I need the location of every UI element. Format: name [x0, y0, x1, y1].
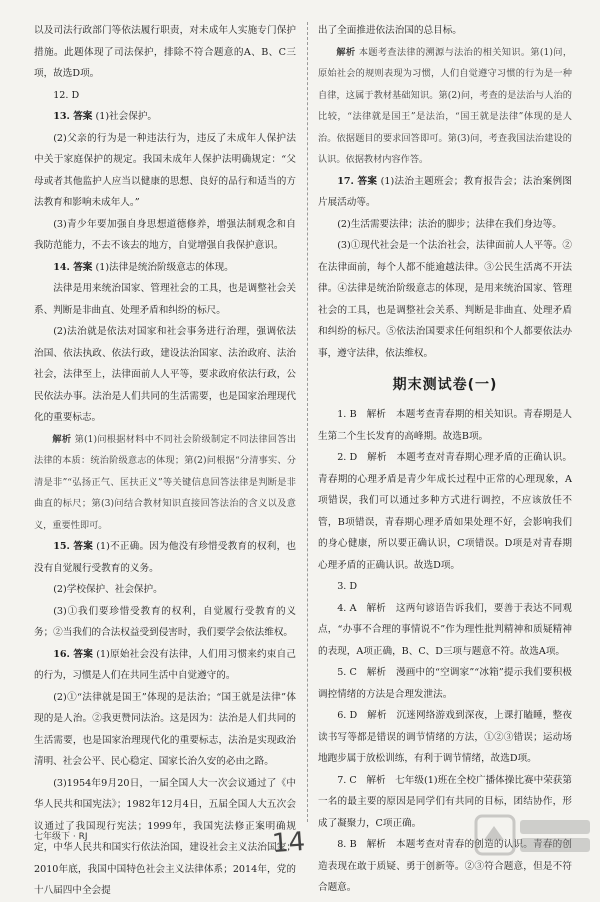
paragraph-text: (1)不正确。因为他没有珍惜受教育的权利，也没有自觉履行受教育的义务。: [34, 541, 296, 574]
paragraph-text: (1)社会保护。: [95, 111, 158, 122]
footer-grade-label: 七年级下 · RJ: [34, 832, 88, 842]
paragraph-text: 8. B 解析 本题考查对青春的创造的认识。青春的创造表现在敢于质疑、勇于创新等。②③符合题意，但是不符合题意。: [318, 839, 572, 893]
paragraph-text: (1)原始社会没有法律，人们用习惯来约束自己的行为，习惯是人们在共同生活中自觉遵守的。: [34, 648, 296, 681]
paragraph-text: 出了全面推进依法治国的总目标。: [318, 25, 462, 36]
answer-paragraph: [318, 171, 572, 214]
answer-label: 解析: [336, 46, 356, 58]
text-paragraph: [318, 705, 572, 770]
text-paragraph: [34, 85, 296, 107]
answer-label: 13. 答案: [53, 111, 93, 122]
text-paragraph: [34, 278, 296, 321]
paragraph-text: 1. B 解析 本题考查青春期的相关知识。青春期是人生第二个生长发育的高峰期。故选B项。: [318, 409, 572, 442]
text-paragraph: [318, 576, 572, 598]
right-column: [318, 20, 572, 899]
answer-label: 16. 答案: [53, 648, 94, 660]
answer-paragraph: [34, 536, 296, 579]
paragraph-text: 本题考查法律的溯源与法治的相关知识。第(1)问，原始社会的规则表现为习惯，人们自觉遵守习惯的行为是一种自律，这属于教材基础知识。第(2)问，考查的是法治与人治的比较，“法律就是国王”是法治，“国王就是法律”体现的是人治。依据题目的要求回答即可。第(3)问，考查我国法治建设的认识。依据教材内容作答。: [318, 46, 573, 165]
answer-paragraph: [34, 644, 296, 687]
text-paragraph: [34, 579, 296, 601]
paragraph-text: 3. D: [337, 581, 358, 592]
column-divider: [307, 22, 308, 822]
text-paragraph: [318, 235, 572, 364]
paragraph-text: 第(1)问根据材料中不同社会阶级制定不同法律回答出法律的本质：统治阶级意志的体现；第(2)问根据“分清事实、分清是非”“弘扬正气、匡扶正义”等关键信息回答法律是判断是非曲直的标尺；第(3)问结合教材知识直接回答法治的含义以及意义，重要性即可。: [34, 433, 297, 531]
paragraph-text: (2)生活需要法律；法治的脚步；法律在我们身边等。: [337, 218, 562, 230]
answer-paragraph: [34, 429, 296, 537]
text-paragraph: [34, 214, 296, 257]
answer-block-continued: [318, 20, 572, 364]
paragraph-text: 7. C 解析 七年级(1)班在全校广播体操比赛中荣获第一名的最主要的原因是同学们有共同的目标，团结协作，形成了凝聚力，C项正确。: [318, 774, 572, 829]
paragraph-text: (1)法治主题班会；教育报告会；法治案例图片展活动等。: [318, 175, 572, 208]
answer-label: 15. 答案: [53, 541, 94, 552]
text-paragraph: [318, 20, 572, 42]
handwritten-page-number: 14: [270, 826, 307, 860]
answer-paragraph: [34, 257, 296, 279]
paragraph-text: 2. D 解析 本题考查对青春期心理矛盾的正确认识。青春期的心理矛盾是青少年成长过程中正常的心理现象，A项错误，我们可以通过多种方式进行调控，不应该放任不管，B项错误，青春期心理矛盾如果处理不好，会影响我们的身心健康，所以要正确认识，C项错误。D项是对青春期心理矛盾的正确认识。故选D项。: [318, 452, 572, 571]
paragraph-text: (2)法治就是依法对国家和社会事务进行治理，强调依法治国、依法执政、依法行政，建设法治国家、法治政府、法治社会，法律至上，法律面前人人平等，要求政府依法行政，公民依法办事。法治是人们共同的生活需要，也是国家治理现代化的重要标志。: [34, 326, 296, 423]
text-paragraph: [34, 20, 296, 85]
paragraph-text: (1)法律是统治阶级意志的体现。: [95, 261, 234, 273]
paragraph-text: (2)父亲的行为是一种违法行为，违反了未成年人保护法中关于家庭保护的规定。我国未成年人保护法明确规定：“父母或者其他监护人应当以健康的思想、良好的品行和适当的方法教育和影响未成年人。”: [34, 132, 296, 208]
text-paragraph: [318, 214, 572, 236]
watermark-logo-icon: [474, 810, 594, 860]
section-title: 期末测试卷(一): [392, 377, 498, 393]
text-paragraph: [34, 128, 296, 214]
paragraph-text: (3)青少年要加强自身思想道德修养，增强法制观念和自我防范能力，不去不该去的地方，自觉增强自我保护意识。: [34, 218, 296, 251]
paragraph-text: (3)1954年9月20日，一届全国人大一次会议通过了《中华人民共和国宪法》；1982年12月4日，五届全国人大五次会议通过了我国现行宪法；1999年，我国宪法修正案明确规定，中华人民共和国实行依法治国，建设社会主义法治国家；2010年底，我国中国特色社会主义法律体系；2014年，党的十八届四中全会提: [34, 777, 296, 896]
answer-paragraph: [34, 106, 296, 128]
text-paragraph: [34, 601, 296, 644]
answer-label: 17. 答案: [337, 175, 378, 187]
text-paragraph: [34, 321, 296, 429]
paragraph-text: (3)①现代社会是一个法治社会，法律面前人人平等。②在法律面前，每个人都不能逾越法律。③公民生活离不开法律。④法律是统治阶级意志的体现，是用来统治国家、管理社会的工具，也是调整社会关系、判断是非曲直、处理矛盾和纠纷的标尺。⑤依法治国要求任何组织和个人都要依法办事，遵守法律，依法维权。: [318, 240, 572, 359]
paragraph-text: 6. D 解析 沉迷网络游戏到深夜，上课打瞌睡，整夜读书写等都是错误的调节情绪的方法，①②③错误；运动场地跑步属于放松训练，有利于调节情绪，故选D项。: [318, 710, 572, 764]
left-column: [34, 20, 296, 902]
paragraph-text: 法律是用来统治国家、管理社会的工具，也是调整社会关系、判断是非曲直、处理矛盾和纠纷的标尺。: [34, 283, 296, 316]
text-paragraph: [318, 598, 572, 663]
paragraph-text: 4. A 解析 这两句谚语告诉我们，要善于表达不同观点，“办事不合理的事情说不”作为理性批判精神和质疑精神的表现，A项正确，B、C、D三项与题意不符。故选A项。: [318, 602, 572, 657]
paragraph-text: (2)学校保护、社会保护。: [53, 584, 163, 595]
text-paragraph: [318, 662, 572, 705]
text-paragraph: [318, 447, 572, 576]
answer-label: 解析: [52, 433, 72, 445]
paragraph-text: (2)①“法律就是国王”体现的是法治；“国王就是法律”体现的是人治。②我更赞同法治。这是因为：法治是人们共同的生活需要，也是国家治理现代化的重要标志，法治是实现政治清明、社会公平、民心稳定、国家长治久安的必由之路。: [34, 691, 296, 767]
paragraph-text: 以及司法行政部门等依法履行职责，对未成年人实施专门保护措施。此题体现了司法保护，排除不符合题意的A、B、C三项，故选D项。: [34, 25, 296, 79]
text-paragraph: [318, 404, 572, 447]
paragraph-text: 12. D: [53, 89, 80, 101]
paragraph-text: (3)①我们要珍惜受教育的权利，自觉履行受教育的义务；②当我们的合法权益受到侵害时，我们要学会依法维权。: [34, 605, 296, 638]
text-paragraph: [34, 687, 296, 773]
answer-paragraph: [318, 42, 572, 171]
answer-label: 14. 答案: [53, 261, 93, 273]
paragraph-text: 5. C 解析 漫画中的“空调家”“冰箱”提示我们要积极调控情绪的方法是合理发泄法。: [318, 667, 572, 700]
